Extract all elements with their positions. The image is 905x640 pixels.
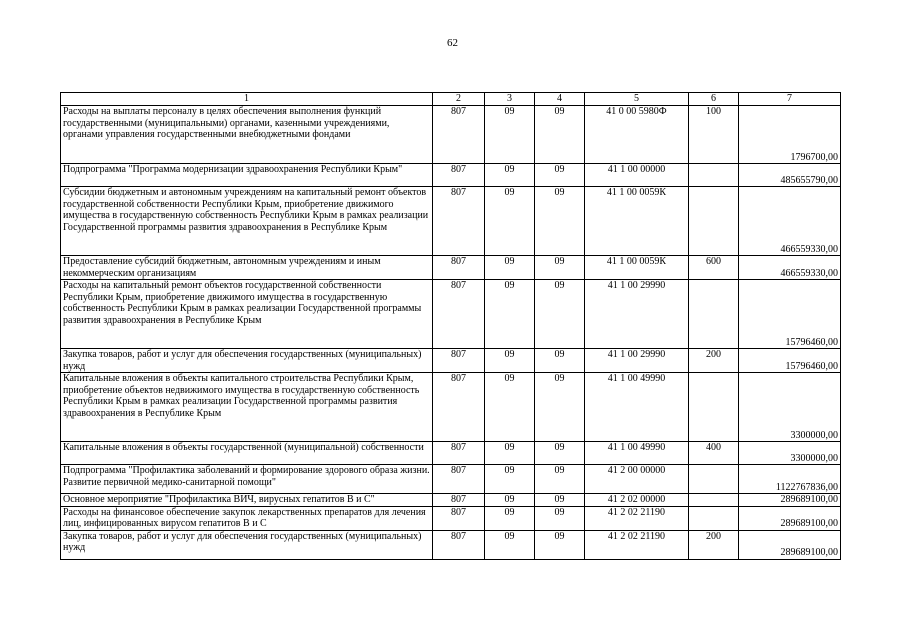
cell-expense-type bbox=[689, 373, 739, 442]
column-header: 3 bbox=[485, 93, 535, 106]
cell-amount: 289689100,00 bbox=[739, 494, 841, 507]
cell-section: 09 bbox=[485, 349, 535, 373]
cell-subsection: 09 bbox=[535, 494, 585, 507]
cell-subsection: 09 bbox=[535, 349, 585, 373]
cell-target-article: 41 0 00 5980Ф bbox=[585, 106, 689, 164]
row-description: Расходы на капитальный ремонт объектов государственной собственности Республики Крым, приобретение движимого имущества в государственную собственность Республики Крым в рамках реализации Государственной программы развития здравоохранения в Республике Крым bbox=[61, 280, 433, 349]
cell-expense-type bbox=[689, 164, 739, 187]
cell-target-article: 41 1 00 49990 bbox=[585, 442, 689, 465]
cell-code: 807 bbox=[433, 256, 485, 280]
table-row bbox=[61, 187, 841, 256]
cell-subsection: 09 bbox=[535, 506, 585, 530]
table-row bbox=[61, 280, 841, 349]
row-description: Закупка товаров, работ и услуг для обеспечения государственных (муниципальных) нужд bbox=[61, 530, 433, 559]
cell-section: 09 bbox=[485, 506, 535, 530]
cell-amount: 466559330,00 bbox=[739, 256, 841, 280]
column-header: 5 bbox=[585, 93, 689, 106]
cell-subsection: 09 bbox=[535, 280, 585, 349]
row-description: Подпрограмма "Профилактика заболеваний и формирование здорового образа жизни. Развитие первичной медико-санитарной помощи" bbox=[61, 465, 433, 494]
cell-code: 807 bbox=[433, 106, 485, 164]
page-number: 62 bbox=[447, 37, 458, 49]
cell-amount: 1796700,00 bbox=[739, 106, 841, 164]
cell-amount: 15796460,00 bbox=[739, 349, 841, 373]
table-row bbox=[61, 164, 841, 187]
table-header-row bbox=[61, 93, 841, 106]
cell-subsection: 09 bbox=[535, 164, 585, 187]
row-description: Предоставление субсидий бюджетным, автономным учреждениям и иным некоммерческим организациям bbox=[61, 256, 433, 280]
column-header: 2 bbox=[433, 93, 485, 106]
row-description: Капитальные вложения в объекты государственной (муниципальной) собственности bbox=[61, 442, 433, 465]
cell-expense-type bbox=[689, 465, 739, 494]
cell-subsection: 09 bbox=[535, 106, 585, 164]
column-header: 1 bbox=[61, 93, 433, 106]
cell-target-article: 41 1 00 29990 bbox=[585, 280, 689, 349]
cell-section: 09 bbox=[485, 494, 535, 507]
cell-target-article: 41 1 00 00000 bbox=[585, 164, 689, 187]
cell-section: 09 bbox=[485, 280, 535, 349]
cell-code: 807 bbox=[433, 164, 485, 187]
cell-expense-type bbox=[689, 187, 739, 256]
cell-section: 09 bbox=[485, 187, 535, 256]
cell-target-article: 41 1 00 0059К bbox=[585, 256, 689, 280]
row-description: Расходы на выплаты персоналу в целях обеспечения выполнения функций государственными (муниципальными) органами, казенными учреждениями, органами управления государственными внебюджетными фондами bbox=[61, 106, 433, 164]
table-row bbox=[61, 442, 841, 465]
cell-code: 807 bbox=[433, 442, 485, 465]
row-description: Расходы на финансовое обеспечение закупок лекарственных препаратов для лечения лиц, инфицированных вирусом гепатитов В и С bbox=[61, 506, 433, 530]
cell-section: 09 bbox=[485, 106, 535, 164]
column-header: 6 bbox=[689, 93, 739, 106]
cell-subsection: 09 bbox=[535, 442, 585, 465]
cell-code: 807 bbox=[433, 506, 485, 530]
cell-target-article: 41 2 02 21190 bbox=[585, 530, 689, 559]
cell-amount: 3300000,00 bbox=[739, 373, 841, 442]
table-row bbox=[61, 494, 841, 507]
cell-target-article: 41 2 02 21190 bbox=[585, 506, 689, 530]
cell-expense-type: 600 bbox=[689, 256, 739, 280]
table-row bbox=[61, 373, 841, 442]
row-description: Подпрограмма "Программа модернизации здравоохранения Республики Крым" bbox=[61, 164, 433, 187]
cell-section: 09 bbox=[485, 442, 535, 465]
cell-expense-type: 200 bbox=[689, 349, 739, 373]
cell-section: 09 bbox=[485, 530, 535, 559]
column-header: 7 bbox=[739, 93, 841, 106]
cell-target-article: 41 2 02 00000 bbox=[585, 494, 689, 507]
cell-code: 807 bbox=[433, 280, 485, 349]
cell-target-article: 41 1 00 29990 bbox=[585, 349, 689, 373]
cell-target-article: 41 1 00 0059К bbox=[585, 187, 689, 256]
cell-code: 807 bbox=[433, 187, 485, 256]
cell-amount: 466559330,00 bbox=[739, 187, 841, 256]
cell-expense-type: 200 bbox=[689, 530, 739, 559]
column-header: 4 bbox=[535, 93, 585, 106]
cell-code: 807 bbox=[433, 494, 485, 507]
cell-section: 09 bbox=[485, 164, 535, 187]
cell-section: 09 bbox=[485, 256, 535, 280]
cell-subsection: 09 bbox=[535, 256, 585, 280]
cell-subsection: 09 bbox=[535, 465, 585, 494]
budget-table bbox=[60, 92, 841, 560]
row-description: Закупка товаров, работ и услуг для обеспечения государственных (муниципальных) нужд bbox=[61, 349, 433, 373]
cell-amount: 289689100,00 bbox=[739, 530, 841, 559]
table-row bbox=[61, 506, 841, 530]
cell-expense-type bbox=[689, 506, 739, 530]
table-row bbox=[61, 349, 841, 373]
cell-amount: 485655790,00 bbox=[739, 164, 841, 187]
cell-expense-type: 400 bbox=[689, 442, 739, 465]
cell-amount: 1122767836,00 bbox=[739, 465, 841, 494]
cell-target-article: 41 1 00 49990 bbox=[585, 373, 689, 442]
cell-expense-type bbox=[689, 494, 739, 507]
table-row bbox=[61, 256, 841, 280]
cell-amount: 289689100,00 bbox=[739, 506, 841, 530]
table-row bbox=[61, 530, 841, 559]
cell-amount: 3300000,00 bbox=[739, 442, 841, 465]
row-description: Капитальные вложения в объекты капитального строительства Республики Крым, приобретение объектов недвижимого имущества в государственную собственность Республики Крым в рамках реализации Государственной программы развития здравоохранения в Республике Крым bbox=[61, 373, 433, 442]
row-description: Основное мероприятие "Профилактика ВИЧ, вирусных гепатитов В и С" bbox=[61, 494, 433, 507]
cell-subsection: 09 bbox=[535, 373, 585, 442]
cell-subsection: 09 bbox=[535, 530, 585, 559]
cell-section: 09 bbox=[485, 373, 535, 442]
table-row bbox=[61, 106, 841, 164]
row-description: Субсидии бюджетным и автономным учреждениям на капитальный ремонт объектов государственной собственности Республики Крым, приобретение движимого имущества в государственную собственность Республики Крым в рамках реализации Государственной программы развития здравоохранения в Республике Крым bbox=[61, 187, 433, 256]
cell-code: 807 bbox=[433, 530, 485, 559]
cell-code: 807 bbox=[433, 465, 485, 494]
cell-amount: 15796460,00 bbox=[739, 280, 841, 349]
cell-code: 807 bbox=[433, 349, 485, 373]
cell-code: 807 bbox=[433, 373, 485, 442]
cell-section: 09 bbox=[485, 465, 535, 494]
cell-expense-type: 100 bbox=[689, 106, 739, 164]
cell-target-article: 41 2 00 00000 bbox=[585, 465, 689, 494]
cell-subsection: 09 bbox=[535, 187, 585, 256]
cell-expense-type bbox=[689, 280, 739, 349]
table-row bbox=[61, 465, 841, 494]
